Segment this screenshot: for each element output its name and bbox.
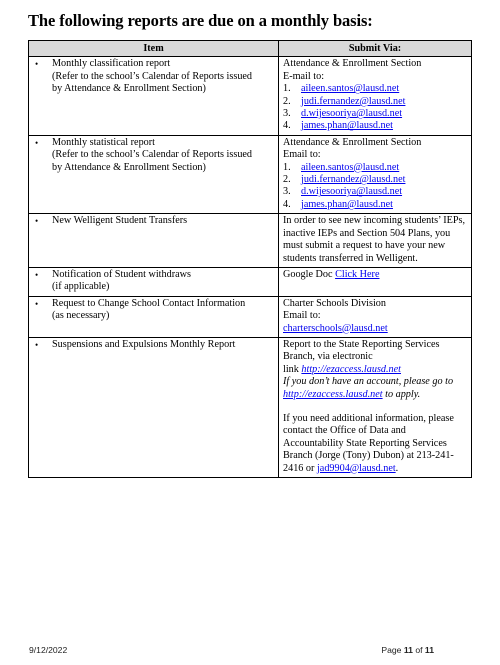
email-link[interactable]: james.phan@lausd.net	[301, 198, 393, 210]
ezaccess-link[interactable]: http://ezaccess.lausd.net	[301, 363, 401, 375]
table-row	[29, 267, 472, 296]
table-row	[29, 214, 472, 268]
list-item: 4. james.phan@lausd.net	[283, 120, 393, 132]
submit-cell	[279, 57, 472, 135]
email-link[interactable]: d.wijesooriya@lausd.net	[301, 186, 403, 198]
reports-table	[28, 40, 472, 478]
column-header-submit-via: Submit Via:	[279, 41, 472, 57]
page-heading: The following reports are due on a monthly basis:	[28, 11, 373, 30]
email-link[interactable]: aileen.santos@lausd.net	[301, 161, 400, 173]
email-link[interactable]: judi.fernandez@lausd.net	[301, 95, 406, 107]
email-link[interactable]: jad9904@lausd.net	[316, 462, 396, 474]
table-row	[29, 135, 472, 213]
submit-method: Email to:	[283, 149, 321, 161]
submit-department: Charter Schools Division	[283, 297, 386, 309]
submit-method: E-mail to:	[283, 70, 325, 82]
item-title: Monthly classification report	[52, 58, 171, 70]
item-cell	[29, 337, 279, 477]
item-title: Notification of Student withdraws	[52, 268, 191, 280]
submit-cell	[279, 296, 472, 337]
bullet-icon: •	[35, 298, 39, 309]
email-link[interactable]: charterschools@lausd.net	[283, 322, 388, 334]
item-cell	[29, 57, 279, 135]
item-title: Monthly statistical report	[52, 136, 155, 148]
table-row	[29, 296, 472, 337]
submit-cell	[279, 135, 472, 213]
google-doc-link[interactable]: Click Here	[335, 268, 380, 280]
email-link[interactable]: d.wijesooriya@lausd.net	[301, 108, 403, 120]
submit-instructions: In order to see new incoming students’ IEPs, inactive IEPs and Section 504 Plans, you must submit a request to have your new students transferred in Welligent.	[283, 215, 466, 264]
email-link[interactable]: judi.fernandez@lausd.net	[301, 174, 406, 186]
submit-instructions: Report to the State Reporting Services Branch, via electronic link http://ezaccess.lausd.net	[283, 338, 440, 375]
table-row	[29, 337, 472, 477]
submit-method: Email to:	[283, 310, 321, 322]
item-note: (Refer to the school’s Calendar of Reports issued	[52, 149, 253, 161]
email-link[interactable]: aileen.santos@lausd.net	[301, 83, 400, 95]
table-header-row	[29, 41, 472, 57]
item-title: Suspensions and Expulsions Monthly Report	[52, 338, 236, 350]
column-header-item: Item	[29, 41, 279, 57]
submit-cell	[279, 337, 472, 477]
item-note: by Attendance & Enrollment Section)	[52, 161, 206, 173]
contact-info: If you need additional information, please contact the Office of Data and Accountability State Reporting Services Branch (Jorge (Tony) Dubon) at 213-241-2416 or jad9904@lausd.net.	[283, 412, 454, 474]
list-item: 4. james.phan@lausd.net	[283, 198, 393, 210]
footer-date: 9/12/2022	[29, 645, 68, 655]
list-item: 1. aileen.santos@lausd.net	[283, 83, 400, 95]
account-note: If you don’t have an account, please go to http://ezaccess.lausd.net to apply.	[283, 376, 454, 400]
item-cell	[29, 296, 279, 337]
list-item: 3. d.wijesooriya@lausd.net	[283, 186, 403, 198]
bullet-icon: •	[35, 216, 39, 227]
list-item: 2. judi.fernandez@lausd.net	[283, 95, 406, 107]
submit-department: Attendance & Enrollment Section	[283, 136, 422, 148]
item-cell	[29, 267, 279, 296]
email-list	[283, 162, 467, 212]
bullet-icon: •	[35, 59, 39, 70]
footer-page-number: Page 11 of 11	[381, 645, 434, 655]
submit-department: Attendance & Enrollment Section	[283, 58, 422, 70]
email-link[interactable]: james.phan@lausd.net	[301, 120, 393, 132]
list-item: 2. judi.fernandez@lausd.net	[283, 174, 406, 186]
submit-cell	[279, 267, 472, 296]
item-note: by Attendance & Enrollment Section)	[52, 83, 206, 95]
email-list	[283, 83, 467, 133]
item-note: (Refer to the school’s Calendar of Reports issued	[52, 70, 253, 82]
item-title: New Welligent Student Transfers	[52, 215, 188, 227]
list-item: 3. d.wijesooriya@lausd.net	[283, 108, 403, 120]
list-item: 1. aileen.santos@lausd.net	[283, 161, 400, 173]
bullet-icon: •	[35, 339, 39, 350]
item-note: (as necessary)	[52, 310, 110, 322]
bullet-icon: •	[35, 269, 39, 280]
item-cell	[29, 214, 279, 268]
submit-method: Google Doc	[283, 268, 336, 280]
submit-cell	[279, 214, 472, 268]
table-row	[29, 57, 472, 135]
bullet-icon: •	[35, 137, 39, 148]
ezaccess-apply-link[interactable]: http://ezaccess.lausd.net	[283, 388, 383, 400]
item-note: (if applicable)	[52, 281, 110, 293]
item-title: Request to Change School Contact Information	[52, 297, 246, 309]
item-cell	[29, 135, 279, 213]
